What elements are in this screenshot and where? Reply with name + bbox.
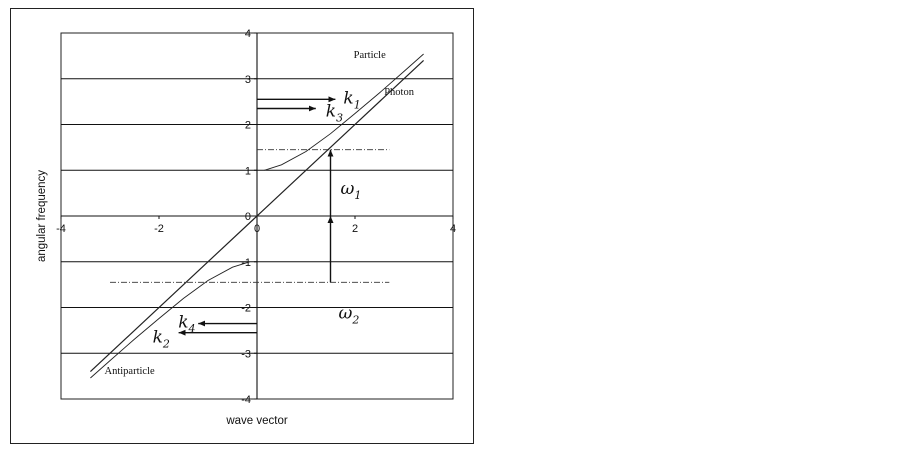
y-tick-label: 3 bbox=[244, 73, 251, 86]
y-tick-label: 2 bbox=[244, 119, 251, 132]
annotation-label: Particle bbox=[353, 50, 386, 62]
x-tick-label: -2 bbox=[154, 223, 164, 235]
y-tick-label: 1 bbox=[244, 165, 251, 178]
omega1-label: $\omega_1$ bbox=[340, 179, 362, 202]
x-tick-label: 4 bbox=[449, 223, 457, 235]
k3-label: $k_3$ bbox=[325, 101, 344, 125]
annotation-label: Antiparticle bbox=[104, 365, 155, 377]
y-tick-label: -1 bbox=[241, 256, 251, 269]
k4-label: $k_4$ bbox=[178, 312, 196, 336]
y-tick-label: -2 bbox=[241, 302, 251, 315]
antiparticle-curve bbox=[90, 262, 249, 378]
k1-label: $k_1$ bbox=[343, 88, 361, 112]
x-axis-title: wave vector bbox=[226, 415, 288, 427]
k2-label: $k_2$ bbox=[152, 327, 170, 351]
x-tick-label: 2 bbox=[351, 223, 359, 235]
y-tick-label: -4 bbox=[241, 394, 251, 406]
y-axis-title: angular frequency bbox=[36, 169, 48, 263]
y-tick-label: 4 bbox=[244, 28, 251, 40]
y-tick-label: 0 bbox=[244, 211, 251, 223]
omega2-label: $\omega_2$ bbox=[338, 303, 360, 327]
particle-curve bbox=[264, 54, 423, 170]
x-tick-label: 0 bbox=[253, 223, 261, 235]
annotation-label: Photon bbox=[384, 86, 414, 98]
x-tick-label: -4 bbox=[56, 223, 66, 235]
y-tick-label: -3 bbox=[241, 348, 251, 361]
